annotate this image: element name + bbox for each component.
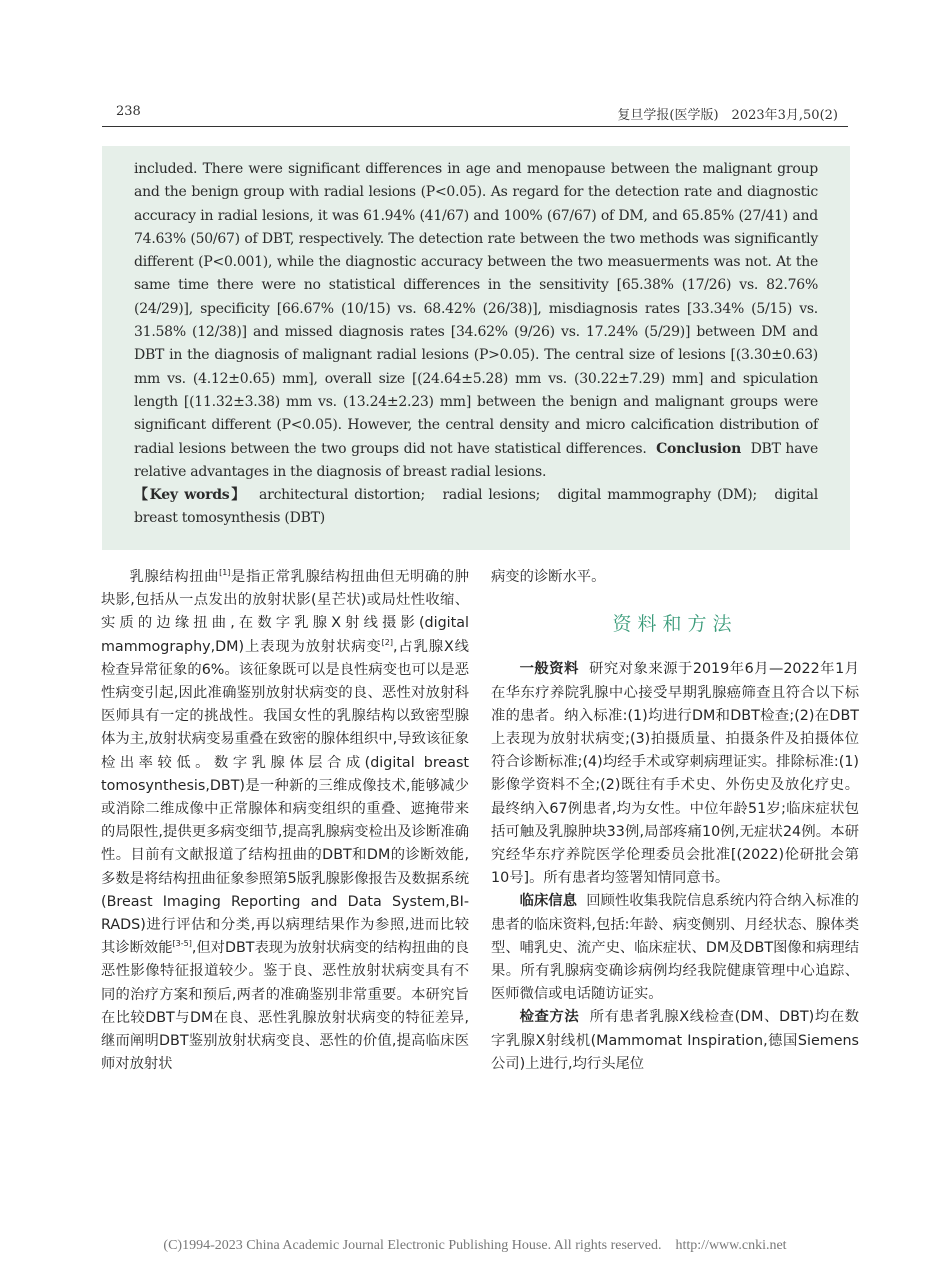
section-title: 资料和方法 (612, 613, 738, 636)
copyright-footer: (C)1994-2023 China Academic Journal Electronic Publishing House. All rights reserved. http://www.cnki.net (163, 1238, 787, 1253)
clinical-info-paragraph (491, 890, 859, 1006)
citation-ref: [1] (219, 568, 231, 577)
journal-citation: 复旦学报(医学版) 2023年3月,50(2) (617, 108, 838, 123)
right-column (491, 566, 859, 1076)
paragraph-label: 临床信息 (519, 893, 578, 910)
intro-text: 乳腺结构扭曲 (129, 569, 220, 585)
exam-method-paragraph (491, 1006, 859, 1076)
keywords-text: architectural distortion; radial lesions; digital mammography (DM); digital breast tomosynthesis (DBT) (134, 487, 819, 527)
abstract-results: included. There were significant differences in age and menopause between the malignant group and the benign group with radial lesions (P<0.05). As regard for the detection rate and diagnostic accuracy in radial lesions, it was 61.94% (41/67) and 100% (67/67) of DM, and 65.85% (27/41) and 74.63% (50/67) of DBT, respectively. The detection rate between the two methods was significantly different (P<0.001), while the diagnostic accuracy between the two measuerments was not. At the same time there were no statistical differences in the sensitivity [65.38% (17/26) vs. 82.76% (24/29)], specificity [66.67% (10/15) vs. 68.42% (26/38)], misdiagnosis rates [33.34% (5/15) vs. 31.58% (12/38)] and missed diagnosis rates [34.62% (9/26) vs. 17.24% (5/29)] between DM and DBT in the diagnosis of malignant radial lesions (P>0.05). The central size of lesions [(3.30±0.63) mm vs. (4.12±0.65) mm], overall size [(24.64±5.28) mm vs. (30.22±7.29) mm] and spiculation length [(11.32±3.38) mm vs. (13.24±2.23) mm] between the benign and malignant groups were significant different (P<0.05). However, the central density and micro calcification distribution of radial lesions between the two groups did not have statistical differences. (134, 161, 818, 457)
abstract-body (134, 158, 818, 484)
intro-text: ,但对DBT表现为放射状病变的结构扭曲的良恶性影像特征报道较少。鉴于良、恶性放射状病变具有不同的治疗方案和预后,两者的准确鉴别非常重要。本研究旨在比较DBT与DM在良、恶性乳腺放射状病变的特征差异,继而阐明DBT鉴别放射状病变良、恶性的价值,提高临床医师对放射状 (101, 940, 470, 1073)
intro-text: 是指正常乳腺结构扭曲但无明确的肿块影,包括从一点发出的放射状影(星芒状)或局灶性收缩、实质的边缘扭曲,在数字乳腺X射线摄影(digital mammography,DM)上表现为放射状病变 (101, 569, 470, 655)
intro-continuation: 病变的诊断水平。 (491, 569, 606, 585)
paragraph-text: 研究对象来源于2019年6月—2022年1月在华东疗养院乳腺中心接受早期乳腺癌筛查且符合以下标准的患者。纳入标准:(1)均进行DM和DBT检查;(2)在DBT上表现为放射状病变;(3)拍摄质量、拍摄条件及拍摄体位符合诊断标准;(4)均经手术或穿刺病理证实。排除标准:(1)影像学资料不全;(2)既往有手术史、外伤史及放化疗史。最终纳入67例患者,均为女性。中位年龄51岁;临床症状包括可触及乳腺肿块33例,局部疼痛10例,无症状24例。本研究经华东疗养院医学伦理委员会批准[(2022)伦研批会第10号]。所有患者均签署知情同意书。 (491, 661, 860, 887)
left-column (101, 566, 469, 1076)
paragraph-label: 检查方法 (519, 1009, 580, 1026)
citation-ref: [2] (381, 637, 393, 647)
keywords-label: 【Key words】 (134, 487, 247, 504)
conclusion-text: DBT have relative advantages in the diagnosis of breast radial lesions. (134, 440, 818, 480)
abstract-text (134, 158, 818, 531)
keywords-line (134, 484, 818, 531)
citation-ref: [3-5] (172, 939, 192, 949)
running-header (102, 100, 848, 127)
paragraph-text: 回顾性收集我院信息系统内符合纳入标准的患者的临床资料,包括:年龄、病变侧别、月经状态、腺体类型、哺乳史、流产史、临床症状、DM及DBT图像和病理结果。所有乳腺病变确诊病例均经我院健康管理中心追踪、医师微信或电话随访证实。 (491, 893, 860, 1003)
intro-text: ,占乳腺X线检查异常征象的6%。该征象既可以是良性病变也可以是恶性病变引起,因此准确鉴别放射状病变的良、恶性对放射科医师具有一定的挑战性。我国女性的乳腺结构以致密型腺体为主,放射状病变易重叠在致密的腺体组织中,导致该征象检出率较低。数字乳腺体层合成(digital breast tomosynthesis,DBT)是一种新的三维成像技术,能够减少或消除二维成像中正常腺体和病变组织的重叠、遮掩带来的局限性,提供更多病变细节,提高乳腺病变检出及诊断准确性。目前有文献报道了结构扭曲的DBT和DM的诊断效能,多数是将结构扭曲征象参照第5版乳腺影像报告及数据系统(Breast Imaging Reporting and Data System,BI-RADS)进行评估和分类,再以病理结果作为参照,进而比较其诊断效能 (101, 638, 469, 957)
intro-paragraph (101, 566, 469, 1076)
paragraph-text: 所有患者乳腺X线检查(DM、DBT)均在数字乳腺X射线机(Mammomat Inspiration,德国Siemens公司)上进行,均行头尾位 (491, 1009, 860, 1072)
general-data-paragraph (491, 658, 859, 890)
page-number: 238 (116, 104, 141, 119)
english-abstract-box (102, 146, 850, 550)
paragraph-label: 一般资料 (519, 661, 579, 678)
conclusion-label: Conclusion (656, 440, 742, 457)
